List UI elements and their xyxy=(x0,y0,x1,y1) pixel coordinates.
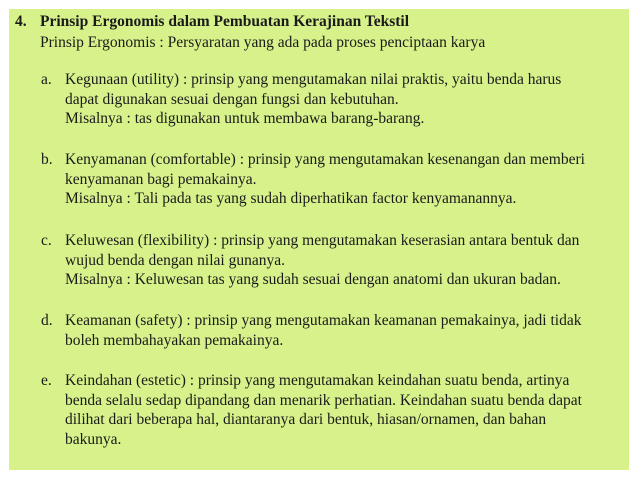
slide xyxy=(9,9,629,470)
list-item-example: Misalnya : Keluwesan tas yang sudah sesuai dengan anatomi dan ukuran badan. xyxy=(65,271,561,288)
list-item-line: boleh membahayakan pemakainya. xyxy=(65,331,284,349)
list-item-line: Keluwesan (flexibility) : prinsip yang mengutamakan keserasian antara bentuk dan xyxy=(65,232,580,249)
list-item-line: wujud benda dengan nilai gunanya. xyxy=(65,251,285,269)
list-item-line: Keamanan (safety) : prinsip yang mengutamakan keamanan pemakainya, jadi tidak xyxy=(65,312,582,329)
list-item-body xyxy=(65,70,620,129)
list-item-example: Misalnya : tas digunakan untuk membawa barang-barang. xyxy=(65,110,425,127)
list-item-body xyxy=(65,150,620,209)
list-item-example: Misalnya : Tali pada tas yang sudah diperhatikan factor kenyamanannya. xyxy=(65,190,517,207)
list-marker: e. xyxy=(41,372,52,389)
list-item-body xyxy=(65,231,620,290)
section-title: Prinsip Ergonomis dalam Pembuatan Kerajinan Tekstil xyxy=(40,13,410,30)
list-marker: a. xyxy=(41,71,52,88)
list-marker: b. xyxy=(41,151,53,168)
list-item-line: Keindahan (estetic) : prinsip yang mengutamakan keindahan suatu benda, artinya xyxy=(65,372,570,389)
list-item-line: Kegunaan (utility) : prinsip yang mengutamakan nilai praktis, yaitu benda harus xyxy=(65,71,562,88)
list-item-body xyxy=(65,371,620,449)
section-heading xyxy=(15,12,409,32)
section-number: 4. xyxy=(15,13,27,30)
list-item-line: kenyamanan bagi pemakainya. xyxy=(65,170,257,188)
list-item-line: dapat digunakan sesuai dengan fungsi dan kebutuhan. xyxy=(65,90,399,108)
list-item-line: Kenyamanan (comfortable) : prinsip yang mengutamakan kesenangan dan memberi xyxy=(65,151,585,168)
list-item-line: benda selalu sedap dipandang dan menarik perhatian. Keindahan suatu benda dapat xyxy=(65,391,582,409)
list-marker: d. xyxy=(41,312,53,329)
section-definition: Prinsip Ergonomis : Persyaratan yang ada pada proses penciptaan karya xyxy=(40,34,486,51)
list-marker: c. xyxy=(41,232,52,249)
list-item-line: dilihat dari beberapa hal, diantaranya dari bentuk, hiasan/ornamen, dan bahan xyxy=(65,411,547,428)
list-item-line: bakunya. xyxy=(65,430,122,448)
list-item-body xyxy=(65,311,620,350)
